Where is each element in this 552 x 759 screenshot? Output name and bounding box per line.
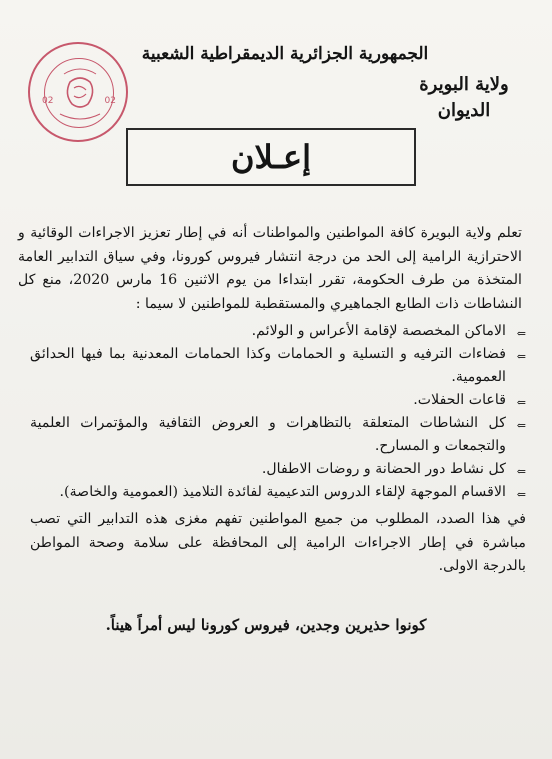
list-item-text: الاماكن المخصصة لإقامة الأعراس و الولائم. (251, 323, 506, 339)
list-item-text: كل نشاط دور الحضانة و روضات الاطفال. (261, 461, 506, 477)
bullet-icon: ⇐ (516, 488, 526, 501)
list-item-text: فضاءات الترفيه و التسلية و الحمامات وكذا الحمامات المعدنية بما فيها الحدائق العمومية. (30, 346, 506, 385)
list-item (30, 458, 526, 481)
office-name: الديوان (437, 100, 491, 121)
list-item (30, 389, 526, 412)
list-item-text: كل النشاطات المتعلقة بالتظاهرات و العروض الثقافية والمؤتمرات العلمية والتجمعات و المسارح. (30, 415, 506, 454)
bullet-icon: ⇐ (516, 350, 526, 363)
wilaya-block (404, 72, 524, 124)
list-item (30, 343, 526, 389)
wilaya-name: ولاية البويرة (419, 74, 509, 95)
list-item (30, 481, 526, 504)
list-item-text: الاقسام الموجهة لإلقاء الدروس التدعيمية لفائدة التلاميذ (العمومية والخاصة). (59, 484, 506, 500)
list-item-text: قاعات الحفلات. (413, 392, 506, 408)
bullet-icon: ⇐ (516, 419, 526, 432)
bullet-icon: ⇐ (516, 327, 526, 340)
closing-paragraph: في هذا الصدد، المطلوب من جميع المواطنين تفهم مغزى هذه التدابير التي تصب مباشرة في إطار الاجراءات الرامية إلى المحافظة على سلامة وصحة المواطن بالدرجة الاولى. (30, 511, 526, 574)
republic-header: الجمهورية الجزائرية الديمقراطية الشعبية (141, 44, 429, 64)
stamp-number-left: 02 (42, 96, 54, 106)
closing-statement: كونوا حذيرين وجدين، فيروس كورونا ليس أمراً هيناً. (105, 616, 427, 634)
bullet-icon: ⇐ (516, 396, 526, 409)
banned-activities-list (30, 320, 526, 504)
intro-paragraph: تعلم ولاية البويرة كافة المواطنين والمواطنات أنه في إطار تعزيز الاجراءات الوقائية و الاحترازية الرامية إلى الحد من درجة انتشار فيروس كورونا، وفي سياق التدابير العامة المتخذة من طرف الحكومة، تقرر ابتداءا من يوم الاثنين 16 مارس 2020، منع كل النشاطات ذات الطابع الجماهيري والمستقطبة للمواطنين لا سيما : (18, 225, 522, 312)
stamp-emblem-icon (30, 44, 130, 144)
list-item (30, 412, 526, 458)
official-stamp (28, 42, 128, 142)
stamp-number-right: 02 (104, 96, 116, 106)
bullet-icon: ⇐ (516, 465, 526, 478)
announcement-title: إعـلان (126, 128, 416, 186)
list-item (30, 320, 526, 343)
